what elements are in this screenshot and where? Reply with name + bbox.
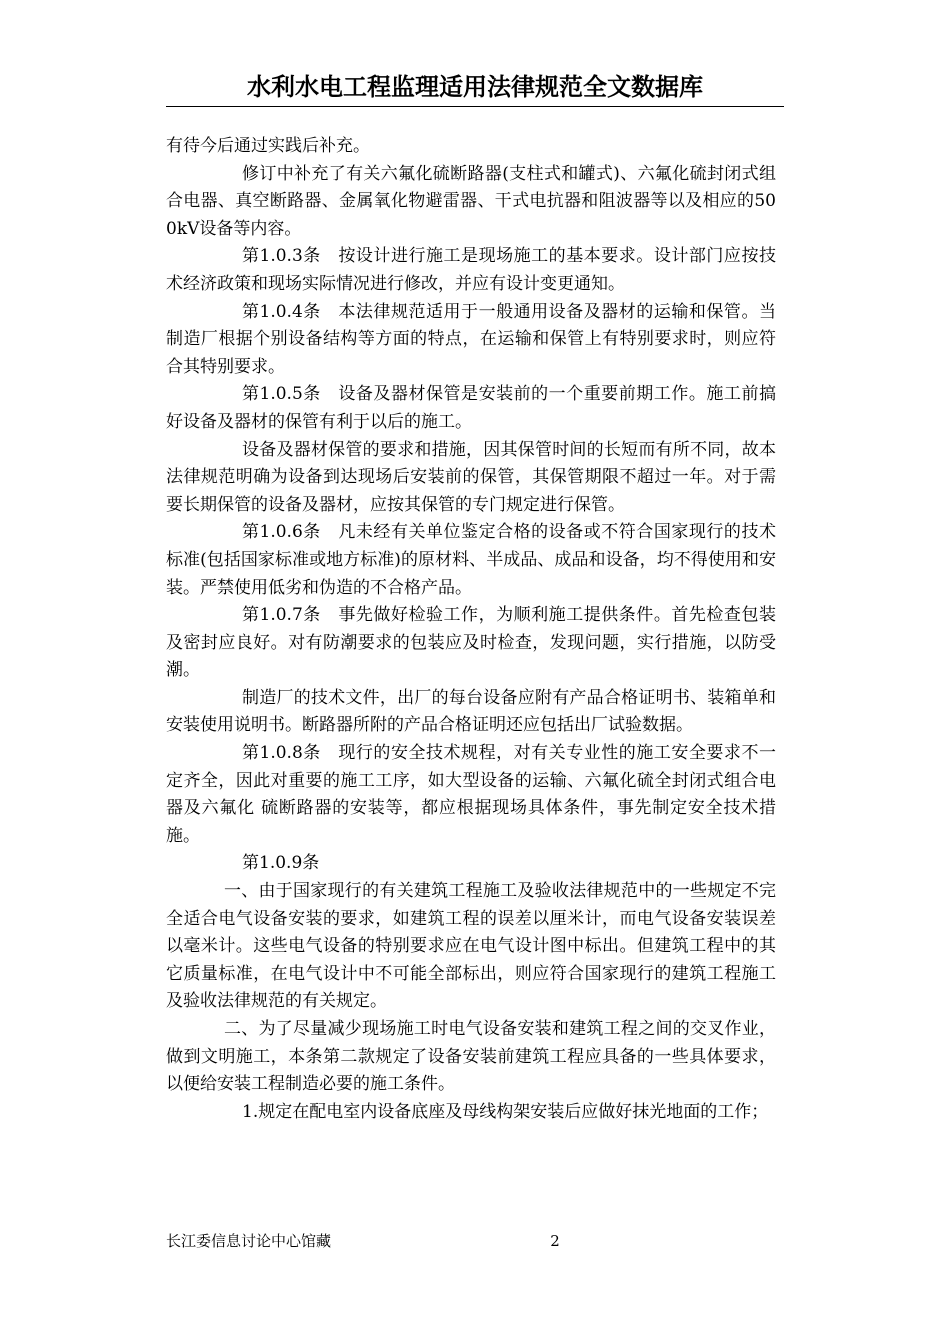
paragraph-continuation: 有待今后通过实践后补充。	[166, 136, 370, 156]
paragraph-clause-one: 一、由于国家现行的有关建筑工程施工及验收法律规范中的一些规定不完全适合电气设备安装的要求，如建筑工程的误差以厘米计，而电气设备安装误差以毫米计。这些电气设备的特别要求应在电气设计图中标出。但建筑工程中的其它质量标准，在电气设计中不可能全部标出，则应符合国家现行的建筑工程施工及验收法律规范的有关规定。	[166, 881, 776, 1012]
paragraph-article-1-0-3: 第1.0.3条 按设计进行施工是现场施工的基本要求。设计部门应按技术经济政策和现场实际情况进行修改，并应有设计变更通知。	[166, 246, 776, 294]
paragraph-manufacturer-documents: 制造厂的技术文件，出厂的每台设备应附有产品合格证明书、装箱单和安装使用说明书。断路器所附的产品合格证明还应包括出厂试验数据。	[166, 687, 776, 736]
paragraph-storage-requirements: 设备及器材保管的要求和措施，因其保管时间的长短而有所不同，故本法律规范明确为设备到达现场后安装前的保管，其保管期限不超过一年。对于需要长期保管的设备及器材，应按其保管的专门规定进行保管。	[166, 439, 776, 515]
paragraph-article-1-0-8: 第1.0.8条 现行的安全技术规程，对有关专业性的施工安全要求不一定齐全，因此对重要的施工工序，如大型设备的运输、六氟化硫全封闭式组合电器及六氟化 硫断路器的安装等，都应根据现场具体条件，事先制定安全技术措施。	[166, 743, 776, 846]
document-body	[166, 133, 776, 1126]
paragraph-article-1-0-9-heading: 第1.0.9条	[242, 853, 320, 874]
footer-source: 长江委信息讨论中心馆藏	[166, 1232, 332, 1250]
paragraph-clause-two: 二、为了尽量减少现场施工时电气设备安装和建筑工程之间的交叉作业，做到文明施工，本条第二款规定了设备安装前建筑工程应具备的一些具体要求，以便给安装工程制造必要的施工条件。	[166, 1019, 776, 1095]
footer-page-number: 2	[550, 1232, 560, 1250]
paragraph-article-1-0-6: 第1.0.6条 凡未经有关单位鉴定合格的设备或不符合国家现行的技术标准(包括国家标准或地方标准)的原材料、半成品、成品和设备，均不得使用和安装。严禁使用低劣和伪造的不合格产品。	[166, 522, 776, 598]
paragraph-article-1-0-5: 第1.0.5条 设备及器材保管是安装前的一个重要前期工作。施工前搞好设备及器材的保管有利于以后的施工。	[166, 384, 776, 432]
paragraph-item-1: 1.规定在配电室内设备底座及母线构架安装后应做好抹光地面的工作；	[242, 1101, 769, 1122]
page-header-title: 水利水电工程监理适用法律规范全文数据库	[247, 73, 703, 101]
header-divider	[166, 106, 784, 107]
paragraph-article-1-0-4: 第1.0.4条 本法律规范适用于一般通用设备及器材的运输和保管。当制造厂根据个别设备结构等方面的特点，在运输和保管上有特别要求时，则应符合其特别要求。	[166, 301, 776, 377]
paragraph-article-1-0-7: 第1.0.7条 事先做好检验工作，为顺利施工提供条件。首先检查包装及密封应良好。对有防潮要求的包装应及时检查，发现问题，实行措施，以防受潮。	[166, 605, 776, 681]
paragraph-revision-supplement: 修订中补充了有关六氟化硫断路器(支柱式和罐式)、六氟化硫封闭式组合电器、真空断路器、金属氧化物避雷器、干式电抗器和阻波器等以及相应的500kV设备等内容。	[166, 163, 776, 239]
